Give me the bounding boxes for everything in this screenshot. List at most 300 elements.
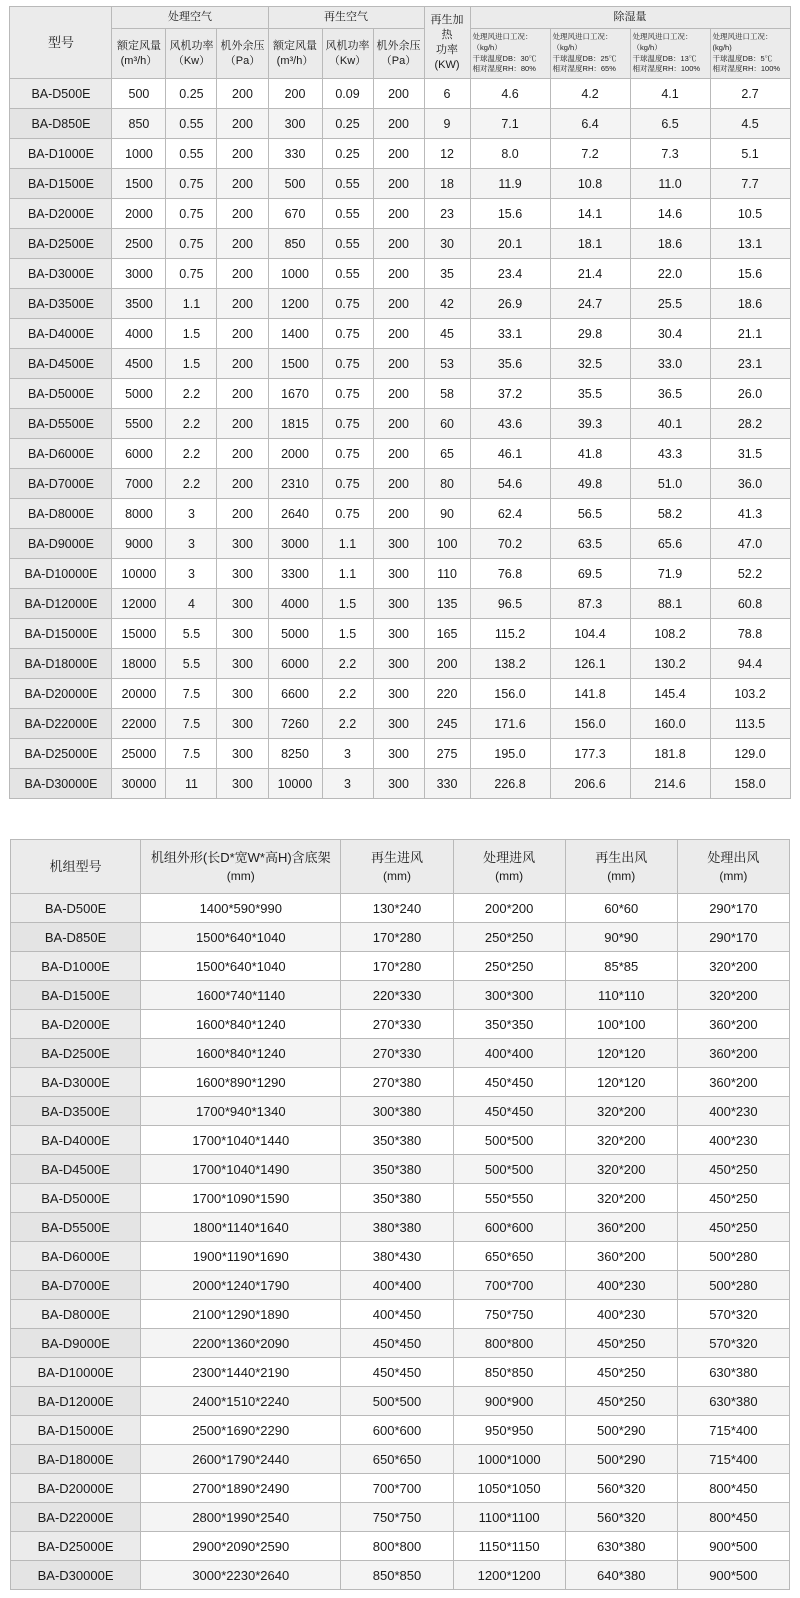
table1-cell-pa-kw: 0.75 (166, 169, 217, 199)
table2-cell-process-outlet: 800*450 (677, 1503, 789, 1532)
table1-cell-pa-flow: 2000 (112, 199, 166, 229)
table2-cell-regen-inlet: 350*380 (341, 1155, 453, 1184)
table1-cell-d3: 145.4 (630, 679, 710, 709)
table1-cell-d2: 63.5 (550, 529, 630, 559)
dehum3-l3: 干球温度DB：13℃ (632, 53, 697, 63)
table-row (11, 1358, 790, 1387)
table1-cell-pa-kw: 5.5 (166, 649, 217, 679)
table1-cell-model: BA-D12000E (10, 589, 112, 619)
table1-cell-d1: 115.2 (470, 619, 550, 649)
table1-cell-pa-flow: 4000 (112, 319, 166, 349)
table1-cell-ra-pa: 300 (373, 619, 424, 649)
table1-cell-pa-kw: 2.2 (166, 379, 217, 409)
table-row (11, 1300, 790, 1329)
table2-cell-process-inlet: 1100*1100 (453, 1503, 565, 1532)
ra-pa-label: 机外余压 (376, 39, 421, 52)
table1-subheader-pa-pa (217, 28, 268, 79)
table-row (10, 349, 790, 379)
table-row (11, 1532, 790, 1561)
table2-cell-process-outlet: 570*320 (677, 1300, 789, 1329)
table2-header-regen-inlet-unit: (mm) (382, 868, 411, 883)
pa-flow-label: 额定风量 (116, 39, 161, 52)
table1-cell-d2: 39.3 (550, 409, 630, 439)
table1-header-model: 型号 (10, 7, 112, 79)
table1-cell-pa-kw: 1.5 (166, 349, 217, 379)
table1-cell-d1: 138.2 (470, 649, 550, 679)
table2-cell-model: BA-D25000E (11, 1532, 141, 1561)
table1-cell-pa-kw: 4 (166, 589, 217, 619)
table1-cell-pa-pa: 200 (217, 109, 268, 139)
table1-cell-pa-flow: 10000 (112, 559, 166, 589)
table-row (10, 709, 790, 739)
table1-cell-ra-flow: 6000 (268, 649, 322, 679)
table1-cell-pa-flow: 20000 (112, 679, 166, 709)
table2-cell-model: BA-D7000E (11, 1271, 141, 1300)
table1-cell-d3: 40.1 (630, 409, 710, 439)
table1-cell-ra-flow: 1670 (268, 379, 322, 409)
dimensions-table (10, 839, 790, 1590)
table1-cell-heat: 90 (424, 499, 470, 529)
table1-cell-pa-kw: 2.2 (166, 439, 217, 469)
table2-cell-process-inlet: 800*800 (453, 1329, 565, 1358)
performance-table (9, 6, 790, 799)
table1-cell-model: BA-D1500E (10, 169, 112, 199)
table-row (10, 169, 790, 199)
table-row (10, 649, 790, 679)
table1-cell-d4: 94.4 (710, 649, 790, 679)
table1-cell-d4: 31.5 (710, 439, 790, 469)
table1-subheader-ra-pa (373, 28, 424, 79)
table2-cell-dimensions: 2500*1690*2290 (141, 1416, 341, 1445)
table1-cell-pa-kw: 0.55 (166, 109, 217, 139)
table1-cell-heat: 65 (424, 439, 470, 469)
table1-cell-pa-kw: 1.1 (166, 289, 217, 319)
table1-cell-ra-flow: 670 (268, 199, 322, 229)
table2-cell-model: BA-D2000E (11, 1010, 141, 1039)
table1-cell-model: BA-D5000E (10, 379, 112, 409)
table1-cell-pa-flow: 500 (112, 79, 166, 109)
table1-cell-d1: 20.1 (470, 229, 550, 259)
table1-cell-heat: 275 (424, 739, 470, 769)
table2-cell-regen-outlet: 400*230 (565, 1300, 677, 1329)
table2-cell-process-outlet: 450*250 (677, 1155, 789, 1184)
table1-cell-pa-flow: 5000 (112, 379, 166, 409)
table2-cell-process-inlet: 550*550 (453, 1184, 565, 1213)
table1-cell-d3: 108.2 (630, 619, 710, 649)
table1-cell-ra-pa: 300 (373, 559, 424, 589)
table2-cell-model: BA-D1500E (11, 981, 141, 1010)
table1-cell-d1: 15.6 (470, 199, 550, 229)
table1-cell-ra-flow: 300 (268, 109, 322, 139)
table2-cell-process-outlet: 450*250 (677, 1184, 789, 1213)
table1-cell-heat: 35 (424, 259, 470, 289)
table2-cell-regen-inlet: 380*380 (341, 1213, 453, 1242)
table-row (10, 139, 790, 169)
table2-cell-regen-outlet: 640*380 (565, 1561, 677, 1590)
table1-cell-pa-kw: 2.2 (166, 409, 217, 439)
table1-cell-pa-pa: 200 (217, 349, 268, 379)
table1-cell-pa-kw: 0.55 (166, 139, 217, 169)
table2-cell-process-outlet: 450*250 (677, 1213, 789, 1242)
table1-cell-ra-flow: 4000 (268, 589, 322, 619)
table1-cell-pa-kw: 0.25 (166, 79, 217, 109)
table1-cell-d4: 78.8 (710, 619, 790, 649)
table2-cell-process-inlet: 350*350 (453, 1010, 565, 1039)
table2-cell-process-inlet: 500*500 (453, 1155, 565, 1184)
table1-cell-heat: 6 (424, 79, 470, 109)
table1-cell-d3: 51.0 (630, 469, 710, 499)
table1-cell-d4: 60.8 (710, 589, 790, 619)
table1-cell-d2: 87.3 (550, 589, 630, 619)
table1-subheader-pa-kw (166, 28, 217, 79)
table-row (10, 229, 790, 259)
table1-cell-d2: 156.0 (550, 709, 630, 739)
table2-cell-regen-outlet: 320*200 (565, 1184, 677, 1213)
table2-cell-model: BA-D6000E (11, 1242, 141, 1271)
table1-cell-ra-kw: 1.1 (322, 529, 373, 559)
table1-cell-d4: 15.6 (710, 259, 790, 289)
table1-cell-d2: 6.4 (550, 109, 630, 139)
table1-cell-ra-kw: 0.75 (322, 469, 373, 499)
table1-cell-ra-kw: 0.75 (322, 379, 373, 409)
table2-header-regen-inlet-title: 再生进风 (370, 850, 423, 866)
table2-cell-process-inlet: 900*900 (453, 1387, 565, 1416)
table1-cell-d3: 33.0 (630, 349, 710, 379)
table2-header-regen-outlet-title: 再生出风 (595, 850, 648, 866)
table1-cell-heat: 53 (424, 349, 470, 379)
table1-cell-d1: 33.1 (470, 319, 550, 349)
table2-cell-dimensions: 1800*1140*1640 (141, 1213, 341, 1242)
table2-cell-process-outlet: 320*200 (677, 981, 789, 1010)
table1-cell-d1: 35.6 (470, 349, 550, 379)
table1-cell-ra-kw: 0.55 (322, 229, 373, 259)
table-row (11, 1416, 790, 1445)
table-row (11, 1097, 790, 1126)
table1-subheader-ra-kw (322, 28, 373, 79)
table-row (11, 1039, 790, 1068)
table1-cell-ra-flow: 2000 (268, 439, 322, 469)
table1-cell-ra-kw: 0.25 (322, 109, 373, 139)
table1-header-process-air: 处理空气 (112, 7, 268, 29)
table2-cell-process-inlet: 700*700 (453, 1271, 565, 1300)
table2-cell-regen-outlet: 120*120 (565, 1039, 677, 1068)
table-row (11, 1242, 790, 1271)
table1-group-header-row (10, 7, 790, 29)
table1-cell-pa-flow: 12000 (112, 589, 166, 619)
table1-cell-d3: 18.6 (630, 229, 710, 259)
pa-pa-label: 机外余压 (220, 39, 265, 52)
table1-cell-d3: 160.0 (630, 709, 710, 739)
table1-cell-heat: 58 (424, 379, 470, 409)
table-row (11, 1445, 790, 1474)
table1-cell-pa-kw: 7.5 (166, 679, 217, 709)
table1-cell-d2: 4.2 (550, 79, 630, 109)
table-row (11, 1213, 790, 1242)
table2-cell-model: BA-D850E (11, 923, 141, 952)
table1-cell-d4: 10.5 (710, 199, 790, 229)
table1-cell-d1: 76.8 (470, 559, 550, 589)
table2-cell-regen-inlet: 500*500 (341, 1387, 453, 1416)
table1-cell-pa-kw: 0.75 (166, 229, 217, 259)
table1-cell-d1: 171.6 (470, 709, 550, 739)
table1-cell-model: BA-D22000E (10, 709, 112, 739)
ra-pa-unit: （Pa） (380, 54, 417, 67)
table2-cell-dimensions: 1600*740*1140 (141, 981, 341, 1010)
table2-cell-model: BA-D3500E (11, 1097, 141, 1126)
table-row (11, 1184, 790, 1213)
table2-cell-regen-outlet: 120*120 (565, 1068, 677, 1097)
table1-cell-pa-flow: 30000 (112, 769, 166, 799)
table1-cell-ra-pa: 300 (373, 589, 424, 619)
table2-cell-regen-inlet: 130*240 (341, 894, 453, 923)
spec-sheet-page (0, 6, 800, 1590)
table1-cell-model: BA-D15000E (10, 619, 112, 649)
table2-cell-model: BA-D4500E (11, 1155, 141, 1184)
table2-cell-regen-inlet: 350*380 (341, 1184, 453, 1213)
table2-header-dimensions-title: 机组外形(长D*宽W*高H)含底架 (150, 850, 331, 866)
table1-cell-d2: 126.1 (550, 649, 630, 679)
table2-cell-dimensions: 1600*890*1290 (141, 1068, 341, 1097)
table1-cell-d4: 4.5 (710, 109, 790, 139)
table1-cell-ra-flow: 850 (268, 229, 322, 259)
table2-cell-process-outlet: 360*200 (677, 1068, 789, 1097)
table2-cell-regen-outlet: 320*200 (565, 1155, 677, 1184)
table2-cell-regen-inlet: 750*750 (341, 1503, 453, 1532)
table2-cell-dimensions: 1500*640*1040 (141, 923, 341, 952)
table2-cell-process-outlet: 715*400 (677, 1416, 789, 1445)
table1-cell-ra-kw: 2.2 (322, 679, 373, 709)
table1-cell-model: BA-D25000E (10, 739, 112, 769)
table1-cell-model: BA-D6000E (10, 439, 112, 469)
table1-cell-model: BA-D3500E (10, 289, 112, 319)
table1-cell-pa-pa: 200 (217, 409, 268, 439)
table-row (11, 981, 790, 1010)
dehum1-l1: 处理风进口工况： (472, 31, 533, 41)
table-row (10, 589, 790, 619)
table1-cell-pa-kw: 7.5 (166, 739, 217, 769)
dehum3-l2: （kg/h） (632, 42, 662, 52)
dimensions-table-body (11, 894, 790, 1590)
table1-cell-ra-flow: 5000 (268, 619, 322, 649)
table1-cell-ra-pa: 200 (373, 319, 424, 349)
table1-cell-ra-pa: 300 (373, 529, 424, 559)
table2-cell-process-inlet: 1200*1200 (453, 1561, 565, 1590)
table1-cell-ra-pa: 200 (373, 139, 424, 169)
table2-cell-process-inlet: 300*300 (453, 981, 565, 1010)
table2-cell-model: BA-D5500E (11, 1213, 141, 1242)
table1-cell-pa-flow: 4500 (112, 349, 166, 379)
table1-cell-pa-pa: 200 (217, 379, 268, 409)
table2-cell-regen-outlet: 450*250 (565, 1358, 677, 1387)
table1-cell-heat: 12 (424, 139, 470, 169)
table2-cell-regen-inlet: 850*850 (341, 1561, 453, 1590)
table2-cell-process-outlet: 570*320 (677, 1329, 789, 1358)
table-row (10, 409, 790, 439)
table1-cell-ra-pa: 200 (373, 349, 424, 379)
table1-cell-d4: 5.1 (710, 139, 790, 169)
table1-cell-d4: 18.6 (710, 289, 790, 319)
table1-cell-d4: 13.1 (710, 229, 790, 259)
table1-cell-model: BA-D5500E (10, 409, 112, 439)
dehum4-l4: 相对湿度RH：100% (712, 64, 781, 74)
table1-cell-d3: 43.3 (630, 439, 710, 469)
table1-cell-d2: 14.1 (550, 199, 630, 229)
table1-cell-heat: 110 (424, 559, 470, 589)
table1-cell-d1: 26.9 (470, 289, 550, 319)
table1-cell-ra-pa: 300 (373, 709, 424, 739)
table2-header-dimensions-unit: (mm) (226, 868, 255, 883)
table2-cell-dimensions: 2100*1290*1890 (141, 1300, 341, 1329)
table1-cell-d4: 158.0 (710, 769, 790, 799)
dehum2-l3: 干球温度DB：25℃ (552, 53, 617, 63)
table2-cell-dimensions: 2800*1990*2540 (141, 1503, 341, 1532)
table1-cell-pa-kw: 3 (166, 559, 217, 589)
table1-cell-ra-flow: 6600 (268, 679, 322, 709)
table2-cell-model: BA-D18000E (11, 1445, 141, 1474)
table1-cell-d1: 156.0 (470, 679, 550, 709)
table2-header-process-inlet-unit: (mm) (495, 868, 524, 883)
table-row (11, 1561, 790, 1590)
table1-cell-d3: 7.3 (630, 139, 710, 169)
table-row (10, 499, 790, 529)
table1-cell-d3: 25.5 (630, 289, 710, 319)
table2-cell-process-outlet: 900*500 (677, 1561, 789, 1590)
table2-cell-dimensions: 2700*1890*2490 (141, 1474, 341, 1503)
table2-cell-regen-outlet: 560*320 (565, 1503, 677, 1532)
table2-cell-model: BA-D12000E (11, 1387, 141, 1416)
table2-cell-process-inlet: 1000*1000 (453, 1445, 565, 1474)
dehum2-l2: （kg/h） (552, 42, 582, 52)
table1-cell-heat: 245 (424, 709, 470, 739)
table1-cell-ra-flow: 1000 (268, 259, 322, 289)
table1-subheader-dehum-4 (710, 28, 790, 79)
table-row (11, 1474, 790, 1503)
table1-cell-pa-flow: 1000 (112, 139, 166, 169)
table2-cell-regen-inlet: 650*650 (341, 1445, 453, 1474)
table2-header-dimensions (141, 840, 341, 894)
table1-cell-pa-pa: 200 (217, 169, 268, 199)
table1-cell-ra-kw: 0.75 (322, 289, 373, 319)
table2-cell-dimensions: 2200*1360*2090 (141, 1329, 341, 1358)
table2-cell-process-outlet: 290*170 (677, 923, 789, 952)
table1-cell-ra-pa: 200 (373, 289, 424, 319)
dehum1-l4: 相对湿度RH：80% (472, 64, 536, 74)
table1-cell-pa-kw: 0.75 (166, 259, 217, 289)
table1-cell-model: BA-D2500E (10, 229, 112, 259)
table1-cell-heat: 23 (424, 199, 470, 229)
regen-power-line2: 功率 (436, 43, 459, 56)
table1-cell-ra-kw: 0.55 (322, 169, 373, 199)
table1-cell-ra-pa: 200 (373, 79, 424, 109)
pa-kw-label: 风机功率 (169, 39, 214, 52)
table1-cell-d4: 26.0 (710, 379, 790, 409)
table-row (10, 679, 790, 709)
table1-cell-pa-flow: 15000 (112, 619, 166, 649)
table-row (10, 319, 790, 349)
table1-cell-ra-pa: 300 (373, 679, 424, 709)
table1-cell-ra-kw: 0.75 (322, 349, 373, 379)
table1-subheader-dehum-3 (630, 28, 710, 79)
table1-cell-d2: 177.3 (550, 739, 630, 769)
table1-cell-d3: 11.0 (630, 169, 710, 199)
table2-cell-process-inlet: 200*200 (453, 894, 565, 923)
table1-cell-heat: 18 (424, 169, 470, 199)
table2-cell-regen-inlet: 350*380 (341, 1126, 453, 1155)
table2-cell-process-outlet: 630*380 (677, 1387, 789, 1416)
table1-cell-pa-flow: 3000 (112, 259, 166, 289)
table2-cell-process-inlet: 400*400 (453, 1039, 565, 1068)
table1-cell-ra-pa: 200 (373, 439, 424, 469)
table2-cell-model: BA-D4000E (11, 1126, 141, 1155)
table1-cell-ra-flow: 10000 (268, 769, 322, 799)
table2-cell-regen-outlet: 500*290 (565, 1416, 677, 1445)
table2-cell-process-outlet: 630*380 (677, 1358, 789, 1387)
table-row (10, 619, 790, 649)
table1-cell-d2: 41.8 (550, 439, 630, 469)
table1-cell-d1: 43.6 (470, 409, 550, 439)
table2-cell-model: BA-D9000E (11, 1329, 141, 1358)
regen-power-line1: 再生加热 (430, 13, 464, 41)
dehum1-l2: （kg/h） (472, 42, 502, 52)
table2-cell-regen-inlet: 170*280 (341, 923, 453, 952)
table1-cell-pa-kw: 11 (166, 769, 217, 799)
table1-cell-heat: 165 (424, 619, 470, 649)
table2-cell-regen-outlet: 500*290 (565, 1445, 677, 1474)
table1-cell-ra-kw: 0.75 (322, 439, 373, 469)
table2-cell-dimensions: 3000*2230*2640 (141, 1561, 341, 1590)
table1-cell-ra-kw: 0.09 (322, 79, 373, 109)
table1-cell-d4: 52.2 (710, 559, 790, 589)
table1-header-dehumidification: 除湿量 (470, 7, 790, 29)
table2-cell-process-outlet: 500*280 (677, 1242, 789, 1271)
table2-cell-process-outlet: 400*230 (677, 1097, 789, 1126)
table1-cell-d4: 129.0 (710, 739, 790, 769)
table2-header-regen-outlet (565, 840, 677, 894)
table1-cell-pa-pa: 300 (217, 619, 268, 649)
table2-header-regen-outlet-unit: (mm) (607, 868, 636, 883)
table1-cell-ra-pa: 300 (373, 649, 424, 679)
table2-cell-regen-outlet: 60*60 (565, 894, 677, 923)
table1-cell-model: BA-D4000E (10, 319, 112, 349)
table1-cell-ra-flow: 200 (268, 79, 322, 109)
table1-cell-d4: 103.2 (710, 679, 790, 709)
table2-cell-regen-outlet: 400*230 (565, 1271, 677, 1300)
table1-cell-heat: 100 (424, 529, 470, 559)
table1-cell-d2: 104.4 (550, 619, 630, 649)
table2-header-model (11, 840, 141, 894)
table1-cell-ra-flow: 1200 (268, 289, 322, 319)
table1-cell-ra-kw: 0.55 (322, 199, 373, 229)
table1-cell-ra-flow: 7260 (268, 709, 322, 739)
table-row (10, 439, 790, 469)
table1-cell-pa-pa: 200 (217, 469, 268, 499)
table1-cell-d2: 10.8 (550, 169, 630, 199)
table2-header-process-inlet-title: 处理进风 (483, 850, 536, 866)
dehum2-l4: 相对湿度RH：65% (552, 64, 616, 74)
table2-cell-regen-inlet: 300*380 (341, 1097, 453, 1126)
table1-cell-d4: 2.7 (710, 79, 790, 109)
table1-cell-d1: 7.1 (470, 109, 550, 139)
table1-cell-pa-pa: 300 (217, 709, 268, 739)
table1-cell-pa-pa: 300 (217, 529, 268, 559)
table2-cell-regen-outlet: 450*250 (565, 1387, 677, 1416)
table1-cell-d4: 23.1 (710, 349, 790, 379)
table2-cell-regen-outlet: 320*200 (565, 1126, 677, 1155)
table1-cell-d3: 58.2 (630, 499, 710, 529)
table2-cell-regen-inlet: 450*450 (341, 1358, 453, 1387)
table1-cell-d3: 130.2 (630, 649, 710, 679)
table1-cell-ra-pa: 200 (373, 259, 424, 289)
